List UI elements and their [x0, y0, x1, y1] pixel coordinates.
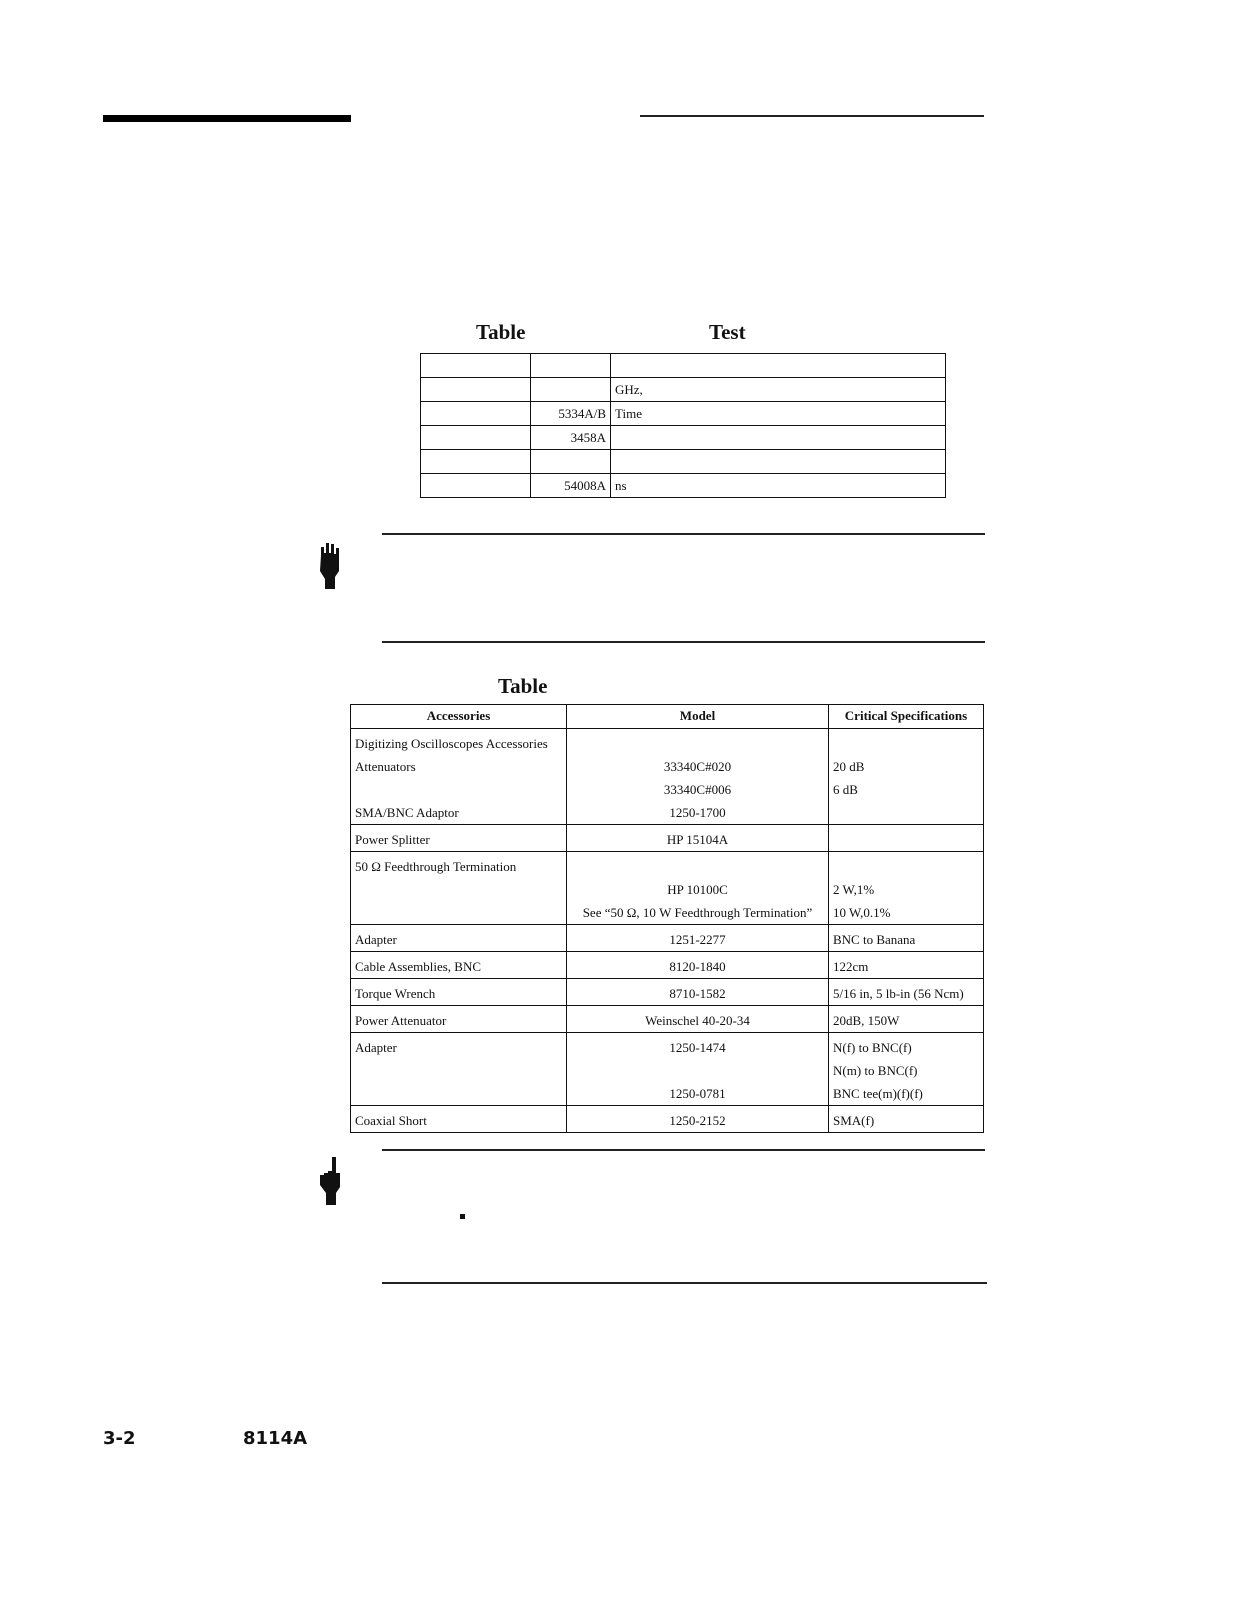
cell-line [571, 1059, 824, 1082]
cell-line: 1250-0781 [669, 1086, 726, 1101]
spec-cell [829, 1006, 984, 1033]
test-equipment-table [420, 353, 946, 498]
table-row [351, 1006, 984, 1033]
model-cell [567, 979, 829, 1006]
cell-line [833, 828, 979, 851]
instrument-cell [421, 354, 531, 378]
cell-line: 10 W,0.1% [833, 905, 891, 920]
cell-line: HP 15104A [666, 832, 729, 847]
note1-bottom-rule [382, 641, 985, 643]
instrument-cell [421, 426, 531, 450]
table-header-row [351, 705, 984, 729]
cell-line: HP 10100C [667, 882, 728, 897]
spec-cell [829, 852, 984, 925]
spec-cell: Time [611, 402, 946, 426]
table-row [421, 378, 946, 402]
model-cell [567, 825, 829, 852]
cell-line [355, 1059, 562, 1082]
spec-cell [611, 354, 946, 378]
cell-line: BNC to Banana [833, 932, 916, 947]
cell-line: Coaxial Short [355, 1113, 427, 1128]
model-cell [567, 925, 829, 952]
cell-line [571, 855, 824, 878]
table2-caption-label: Table [498, 674, 548, 698]
cell-line: Power Splitter [355, 832, 430, 847]
cell-line: 33340C#020 [663, 759, 732, 774]
cell-line: 1250-1700 [669, 805, 726, 820]
table-row [421, 450, 946, 474]
cell-line: 20 dB [833, 759, 865, 774]
cell-line: Digitizing Oscilloscopes Accessories [355, 736, 548, 751]
model-cell [531, 450, 611, 474]
model-cell [567, 952, 829, 979]
table-row [351, 1106, 984, 1133]
cell-line: N(m) to BNC(f) [833, 1063, 918, 1078]
spec-cell [611, 450, 946, 474]
cell-line: 1250-2152 [669, 1113, 726, 1128]
cell-line: 50 Ω Feedthrough Termination [355, 859, 517, 874]
cell-line: 20dB, 150W [833, 1013, 900, 1028]
cell-line: Torque Wrench [355, 986, 436, 1001]
table-row [351, 729, 984, 825]
cell-line [833, 855, 979, 878]
cell-line [833, 732, 979, 755]
cell-line: N(f) to BNC(f) [833, 1040, 912, 1055]
cell-line [571, 732, 824, 755]
cell-line: 122cm [833, 959, 869, 974]
header-critical-specifications: Critical Specifications [829, 705, 984, 729]
cell-line: Adapter [355, 932, 397, 947]
cell-line: 1250-1474 [669, 1040, 726, 1055]
accessory-cell [351, 1033, 567, 1106]
cell-line: BNC tee(m)(f)(f) [833, 1086, 923, 1101]
cell-line: Weinschel 40-20-34 [645, 1013, 750, 1028]
header-bar-left [103, 115, 351, 122]
model-cell: 54008A [531, 474, 611, 498]
accessory-cell [351, 925, 567, 952]
model-cell [531, 354, 611, 378]
bullet-mark [460, 1214, 465, 1219]
model-cell [567, 1033, 829, 1106]
spec-cell [829, 925, 984, 952]
spec-cell: GHz, [611, 378, 946, 402]
cell-line: 8710-1582 [669, 986, 726, 1001]
note1-top-rule [382, 533, 985, 535]
table-row [421, 426, 946, 450]
caution-hand-icon [315, 541, 345, 589]
cell-line: Attenuators [355, 759, 416, 774]
model-cell [531, 378, 611, 402]
model-cell: 3458A [531, 426, 611, 450]
header-model: Model [567, 705, 829, 729]
model-cell [567, 1106, 829, 1133]
accessory-cell [351, 852, 567, 925]
spec-cell [829, 825, 984, 852]
spec-cell [829, 979, 984, 1006]
accessory-cell [351, 1106, 567, 1133]
table-row [351, 1033, 984, 1106]
pointing-hand-icon [318, 1157, 348, 1205]
model-cell [567, 729, 829, 825]
accessory-cell [351, 825, 567, 852]
spec-cell: ns [611, 474, 946, 498]
cell-line [355, 778, 562, 801]
accessory-cell [351, 729, 567, 825]
instrument-cell [421, 450, 531, 474]
cell-line: SMA(f) [833, 1113, 875, 1128]
spec-cell [829, 1106, 984, 1133]
instrument-cell [421, 378, 531, 402]
header-accessories: Accessories [351, 705, 567, 729]
table-row [421, 402, 946, 426]
accessory-cell [351, 952, 567, 979]
accessories-table [350, 704, 984, 1133]
accessory-cell [351, 1006, 567, 1033]
table-row [421, 354, 946, 378]
model-cell [567, 852, 829, 925]
cell-line [833, 801, 979, 824]
cell-line: Adapter [355, 1040, 397, 1055]
cell-line: See “50 Ω, 10 W Feedthrough Termination” [582, 905, 813, 920]
note2-bottom-rule [382, 1282, 987, 1284]
table-row [351, 852, 984, 925]
spec-cell [829, 952, 984, 979]
header-rule-right [640, 115, 984, 117]
note2-top-rule [382, 1149, 985, 1151]
accessory-cell [351, 979, 567, 1006]
cell-line: 2 W,1% [833, 882, 875, 897]
table-row [351, 979, 984, 1006]
page-number: 3-2 [103, 1428, 136, 1449]
table-row [351, 952, 984, 979]
cell-line: Power Attenuator [355, 1013, 447, 1028]
cell-line [355, 878, 562, 901]
model-cell [567, 1006, 829, 1033]
table-row [351, 825, 984, 852]
cell-line: 5/16 in, 5 lb-in (56 Ncm) [833, 986, 964, 1001]
model-cell: 5334A/B [531, 402, 611, 426]
instrument-cell [421, 474, 531, 498]
table1-caption-label: Table [476, 320, 526, 344]
spec-cell [611, 426, 946, 450]
cell-line: 6 dB [833, 782, 858, 797]
product-name: 8114A [243, 1428, 308, 1449]
spec-cell [829, 729, 984, 825]
cell-line: 1251-2277 [669, 932, 726, 947]
cell-line: 33340C#006 [663, 782, 732, 797]
table1-caption-test: Test [709, 320, 746, 344]
instrument-cell [421, 402, 531, 426]
cell-line: Cable Assemblies, BNC [355, 959, 482, 974]
spec-cell [829, 1033, 984, 1106]
cell-line: SMA/BNC Adaptor [355, 805, 459, 820]
cell-line [355, 901, 562, 924]
cell-line: 8120-1840 [669, 959, 726, 974]
table-row [351, 925, 984, 952]
cell-line [355, 1082, 562, 1105]
table-row [421, 474, 946, 498]
